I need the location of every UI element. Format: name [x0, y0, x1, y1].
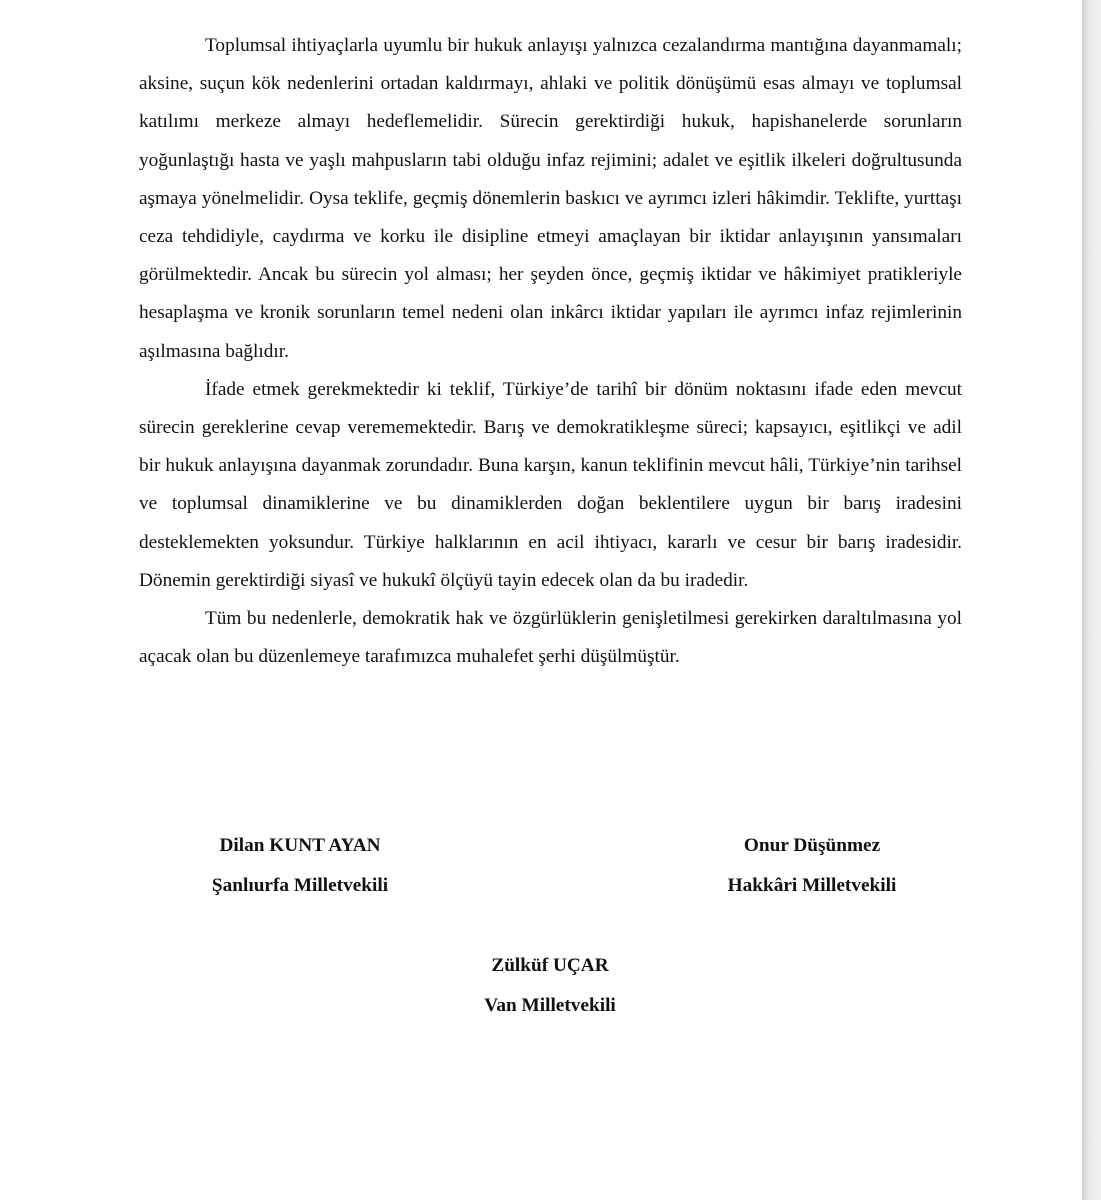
signature-block-2 [692, 826, 932, 906]
page-edge-shadow [1082, 0, 1101, 1200]
signatory-title: Hakkâri Milletvekili [727, 875, 897, 896]
paragraph-3: Tüm bu nedenlerle, demokratik hak ve özgürlüklerin genişletilmesi gerekirken daraltılmasına yol açacak olan bu düzenlemeye tarafımızca muhalefet şerhi düşülmüştür. [139, 608, 962, 668]
document-body [139, 27, 962, 676]
signatory-title: Şanlıurfa Milletvekili [211, 875, 389, 896]
paragraph-2: İfade etmek gerekmektedir ki teklif, Türkiye’de tarihî bir dönüm noktasını ifade eden mevcut sürecin gereklerine cevap verememektedir. Barış ve demokratikleşme süreci; kapsayıcı, eşitlikçi ve adil bir hukuk anlayışına dayanmak zorundadır. Buna karşın, kanun teklifinin mevcut hâli, Türkiye’nin tarihsel ve toplumsal dinamiklerine ve bu dinamiklerden doğan beklentilere uygun bir barış iradesini desteklemekten yoksundur. Türkiye halklarının en acil ihtiyacı, kararlı ve cesur bir barış iradesidir. Dönemin gerektirdiği siyasî ve hukukî ölçüyü tayin edecek olan da bu iradedir. [139, 378, 962, 591]
signatory-name: Onur Düşünmez [743, 835, 881, 856]
signatory-title: Van Milletvekili [484, 995, 616, 1016]
signature-block-3 [430, 946, 670, 1026]
signatory-name: Zülküf UÇAR [491, 955, 609, 976]
signatory-name: Dilan KUNT AYAN [219, 835, 381, 856]
signature-block-1 [180, 826, 420, 906]
paragraph-1: Toplumsal ihtiyaçlarla uyumlu bir hukuk anlayışı yalnızca cezalandırma mantığına dayanmamalı; aksine, suçun kök nedenlerini ortadan kaldırmayı, ahlaki ve politik dönüşümü esas almayı ve toplumsal katılımı merkeze almayı hedeflemelidir. Sürecin gerektirdiği hukuk, hapishanelerde sorunların yoğunlaştığı hasta ve yaşlı mahpusların tabi olduğu infaz rejimini; adalet ve eşitlik ilkeleri doğrultusunda aşmaya yönelmelidir. Oysa teklife, geçmiş dönemlerin baskıcı ve ayrımcı izleri hâkimdir. Teklifte, yurttaşı ceza tehdidiyle, caydırma ve korku ile disipline etmeyi amaçlayan bir iktidar anlayışının yansımaları görülmektedir. Ancak bu sürecin yol alması; her şeyden önce, geçmiş iktidar ve hâkimiyet pratikleriyle hesaplaşma ve kronik sorunların temel nedeni olan inkârcı iktidar yapıları ile ayrımcı infaz rejimlerinin aşılmasına bağlıdır. [139, 35, 962, 362]
